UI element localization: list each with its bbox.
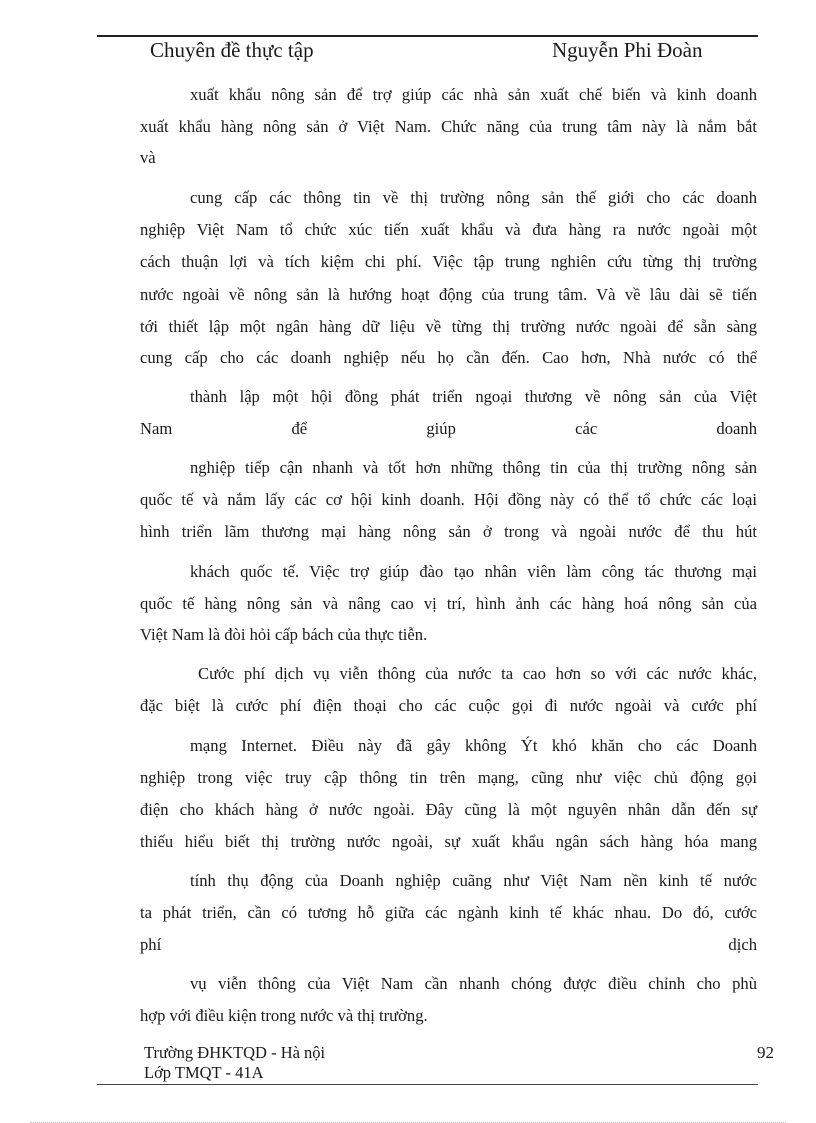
footer-class: Lớp TMQT - 41A — [144, 1063, 264, 1082]
body-line: nghiệp Việt Nam tổ chức xúc tiến xuất khẩu và đưa hàng ra nước ngoài một — [140, 220, 757, 239]
body-line: hình triển lãm thương mại hàng nông sản ở trong và ngoài nước để thu hút — [140, 522, 757, 541]
header-rule — [97, 35, 758, 37]
body-line: cung cấp các thông tin về thị trường nông sản thế giới cho các doanh — [190, 188, 757, 207]
body-line: thiếu hiểu biết thị trường nước ngoài, sự xuất khẩu ngân sách hàng hóa mang — [140, 832, 757, 851]
body-line: Việt Nam là đòi hỏi cấp bách của thực tiễn. — [140, 625, 428, 644]
body-line: xuất khẩu nông sản để trợ giúp các nhà sản xuất chế biến và kinh doanh — [190, 85, 757, 104]
footer-school: Trường ĐHKTQD - Hà nội — [144, 1043, 326, 1062]
body-line: xuất khẩu hàng nông sản ở Việt Nam. Chức năng của trung tâm này là nắm bắt — [140, 117, 757, 136]
body-line: đặc biệt là cước phí điện thoại cho các cuộc gọi đi nước ngoài và cước phí — [140, 696, 757, 715]
body-line: nước ngoài về nông sản là hướng hoạt động của trung tâm. Và về lâu dài sẽ tiến — [140, 285, 757, 304]
body-line: phí dịch — [140, 935, 757, 954]
body-line: quốc tế và nắm lấy các cơ hội kinh doanh. Hội đồng này có thể tổ chức các loại — [140, 490, 757, 509]
header-title: Chuyên đề thực tập — [150, 38, 314, 62]
body-line: cách thuận lợi và tích kiệm chi phí. Việc tập trung nghiên cứu từng thị trường — [140, 252, 757, 271]
header-author: Nguyễn Phi Đoàn — [552, 38, 703, 62]
body-line: Cước phí dịch vụ viễn thông của nước ta cao hơn so với các nước khác, — [198, 664, 757, 683]
body-line: mạng Internet. Điều này đã gây không Ýt khó khăn cho các Doanh — [190, 736, 757, 755]
body-line: nghiệp trong việc truy cập thông tin trên mạng, cũng như việc chủ động gọi — [140, 768, 757, 787]
body-line: quốc tế hàng nông sản và nâng cao vị trí, hình ảnh các hàng hoá nông sản của — [140, 594, 757, 613]
body-line: thành lập một hội đồng phát triển ngoại thương về nông sản của Việt — [190, 387, 757, 406]
footer-rule — [97, 1084, 758, 1085]
body-line: nghiệp tiếp cận nhanh và tốt hơn những thông tin của thị trường nông sản — [190, 458, 757, 477]
body-line: hợp với điều kiện trong nước và thị trường. — [140, 1006, 428, 1025]
body-line: vụ viễn thông của Việt Nam cần nhanh chóng được điều chỉnh cho phù — [190, 974, 757, 993]
body-line: tính thụ động của Doanh nghiệp cuãng như Việt Nam nền kinh tế nước — [190, 871, 757, 890]
body-line: Nam để giúp các doanh — [140, 419, 757, 438]
page-number: 92 — [757, 1043, 774, 1062]
body-line: ta phát triển, cần có tương hỗ giữa các ngành kinh tế khác nhau. Do đó, cước — [140, 903, 757, 922]
body-line: khách quốc tế. Việc trợ giúp đào tạo nhân viên làm công tác thương mại — [190, 562, 757, 581]
body-line: và — [140, 148, 156, 167]
body-line: cung cấp cho các doanh nghiệp nếu họ cần đến. Cao hơn, Nhà nước có thể — [140, 348, 757, 367]
body-line: điện cho khách hàng ở nước ngoài. Đây cũng là một nguyên nhân dẫn đến sự — [140, 800, 757, 819]
body-line: tới thiết lập một ngân hàng dữ liệu về từng thị trường nước ngoài để sẵn sàng — [140, 317, 757, 336]
